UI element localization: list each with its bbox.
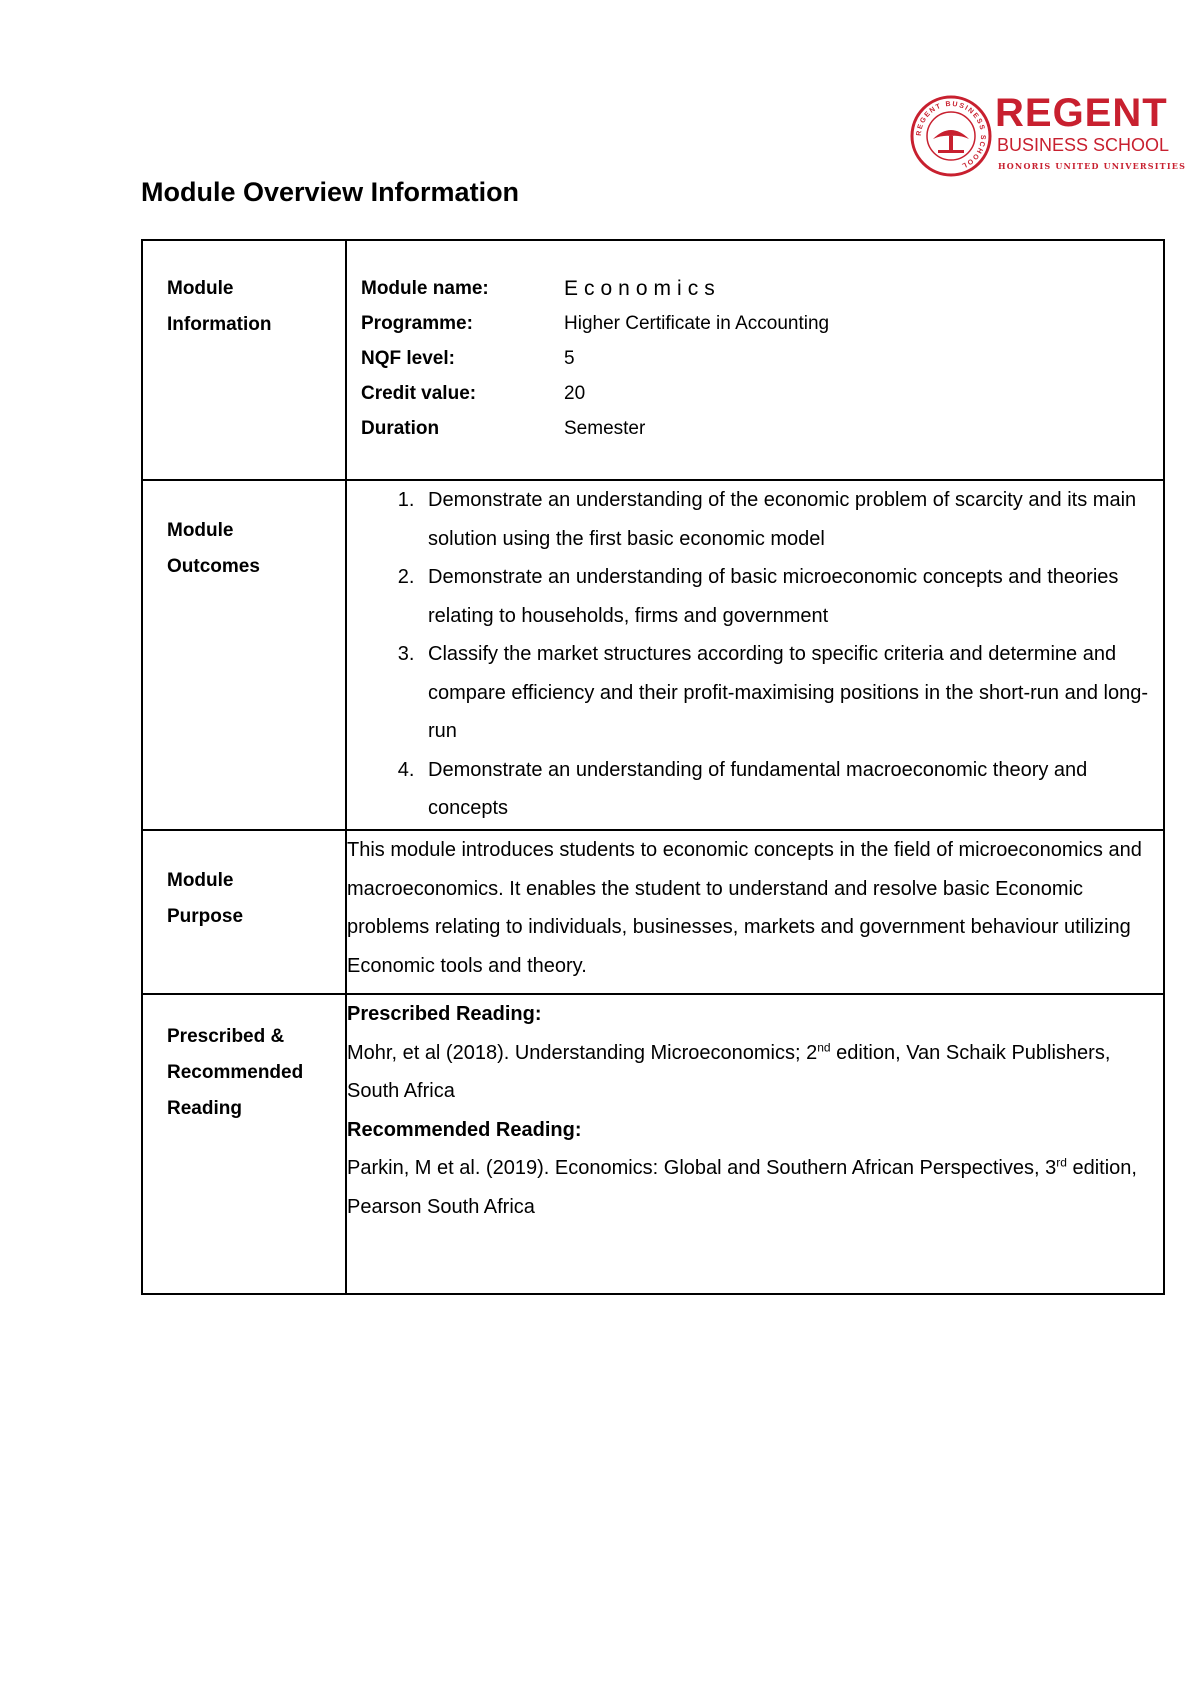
module-information-cell <box>346 240 1164 480</box>
outcome-item: 4. Demonstrate an understanding of fundamental macroeconomic theory and concepts <box>420 751 1163 828</box>
credit-value-key: Credit value: <box>361 383 477 404</box>
module-purpose-text: This module introduces students to economic concepts in the field of microeconomics and macroeconomics. It enables the student to understand and resolve basic Economic problems relating to individuals, businesses, markets and government behaviour utilizing Economic tools and theory. <box>347 839 1142 977</box>
programme-value: Higher Certificate in Accounting <box>564 313 830 334</box>
module-purpose-row <box>142 830 1164 994</box>
module-purpose-label-1: Module <box>167 870 234 891</box>
module-name-value: Economics <box>564 277 721 300</box>
outcome-item: 1. Demonstrate an understanding of the economic problem of scarcity and its main solution using the first basic economic model <box>420 481 1163 558</box>
reading-label-cell <box>142 994 346 1294</box>
module-information-label-1: Module <box>167 278 234 299</box>
module-info-grid <box>347 271 1163 446</box>
module-information-label-2: Information <box>167 314 272 335</box>
prescribed-reading-part-1: Mohr, et al (2018). Understanding Microeconomics; 2 <box>347 1041 818 1064</box>
module-information-label-cell <box>142 240 346 480</box>
module-outcomes-row <box>142 480 1164 830</box>
logo-name: REGENT <box>995 91 1168 135</box>
outcomes-list <box>347 481 1163 828</box>
module-information-row <box>142 240 1164 480</box>
reading-cell <box>346 994 1164 1294</box>
regent-logo <box>910 91 1187 179</box>
nqf-level-key: NQF level: <box>361 348 455 369</box>
reading-label-2: Recommended <box>167 1062 304 1083</box>
duration-key: Duration <box>361 418 440 439</box>
prescribed-reading-part-2: edition, Van Schaik Publishers, South Africa <box>347 1041 1111 1102</box>
recommended-reading-heading: Recommended Reading: <box>347 1118 582 1141</box>
logo-subtitle: BUSINESS SCHOOL <box>997 135 1170 155</box>
prescribed-reading-text <box>347 1034 1163 1111</box>
module-outcomes-cell <box>346 480 1164 830</box>
recommended-reading-sup: rd <box>1056 1155 1067 1170</box>
module-outcomes-label-1: Module <box>167 520 234 541</box>
module-outcomes-label-2: Outcomes <box>167 556 260 577</box>
outcome-item: 2. Demonstrate an understanding of basic microeconomic concepts and theories relating to households, firms and government <box>420 558 1163 635</box>
programme-key: Programme: <box>361 313 473 334</box>
seal-ring-text: REGENT BUSINESS SCHOOL <box>915 100 987 170</box>
module-overview-table <box>141 239 1165 1295</box>
regent-seal-icon <box>910 95 992 177</box>
module-purpose-label-cell <box>142 830 346 994</box>
module-purpose-cell <box>346 830 1164 994</box>
recommended-reading-part-1: Parkin, M et al. (2019). Economics: Global and Southern African Perspectives, 3 <box>347 1157 1057 1179</box>
reading-row <box>142 994 1164 1294</box>
page-title: Module Overview Information <box>141 177 520 207</box>
logo-tagline: HONORIS UNITED UNIVERSITIES <box>998 161 1187 171</box>
recommended-reading-part-2: edition, Pearson South Africa <box>347 1157 1137 1218</box>
prescribed-reading-sup: nd <box>817 1039 831 1054</box>
module-name-key: Module name: <box>361 278 489 299</box>
reading-label-1: Prescribed & <box>167 1026 285 1047</box>
recommended-reading-text <box>347 1149 1163 1226</box>
prescribed-reading-heading: Prescribed Reading: <box>347 1003 542 1025</box>
nqf-level-value: 5 <box>564 348 575 369</box>
reading-label-3: Reading <box>167 1098 242 1119</box>
credit-value-value: 20 <box>564 383 586 404</box>
module-outcomes-label-cell <box>142 480 346 830</box>
duration-value: Semester <box>564 418 646 439</box>
outcome-item: 3. Classify the market structures according to specific criteria and determine and compare efficiency and their profit-maximising positions in the short-run and long-run <box>420 635 1163 751</box>
module-purpose-label-2: Purpose <box>167 906 244 927</box>
